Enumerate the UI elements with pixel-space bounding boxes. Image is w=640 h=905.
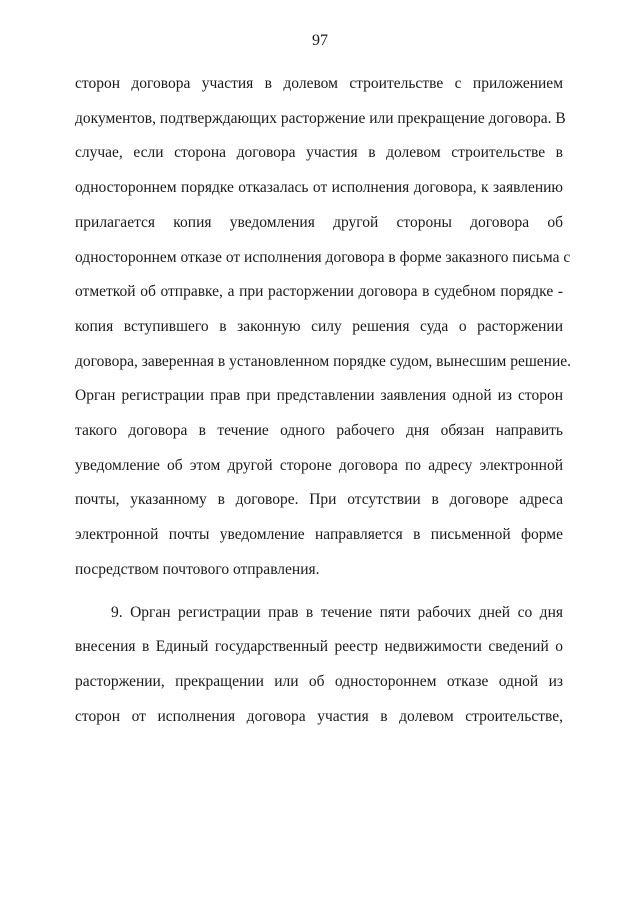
text-line: отметкой об отправке, а при расторжении договора в судебном порядке - <box>75 283 563 301</box>
text-line: внесения в Единый государственный реестр недвижимости сведений о <box>75 638 563 656</box>
text-line: одностороннем порядке отказалась от исполнения договора, к заявлению <box>75 179 563 197</box>
text-line: одностороннем отказе от исполнения договора в форме заказного письма с <box>75 248 571 266</box>
text-line: Орган регистрации прав при представлении заявления одной из сторон <box>75 387 563 405</box>
text-line: копия вступившего в законную силу решения суда о расторжении <box>75 317 563 335</box>
text-line: почты, указанному в договоре. При отсутствии в договоре адреса <box>75 491 563 509</box>
text-line: расторжении, прекращении или об одностороннем отказе одной из <box>75 672 563 690</box>
text-line: уведомление об этом другой стороне договора по адресу электронной <box>75 456 563 474</box>
text-line: 9. Орган регистрации прав в течение пяти рабочих дней со дня <box>111 603 563 621</box>
paragraph-2 <box>75 596 563 735</box>
text-line: посредством почтового отправления. <box>75 560 320 578</box>
text-line: документов, подтверждающих расторжение или прекращение договора. В <box>75 109 566 127</box>
text-line: такого договора в течение одного рабочего дня обязан направить <box>75 422 563 440</box>
text-line: сторон от исполнения договора участия в долевом строительстве, <box>75 707 563 725</box>
text-line: электронной почты уведомление направляется в письменной форме <box>75 526 563 544</box>
paragraph-1 <box>75 67 572 588</box>
text-line: прилагается копия уведомления другой стороны договора об <box>75 213 563 231</box>
document-body <box>75 67 572 734</box>
text-line: договора, заверенная в установленном порядке судом, вынесшим решение. <box>75 352 572 370</box>
page-number: 97 <box>312 32 328 49</box>
text-line: случае, если сторона договора участия в долевом строительстве в <box>75 144 563 162</box>
text-line: сторон договора участия в долевом строительстве с приложением <box>75 75 563 92</box>
